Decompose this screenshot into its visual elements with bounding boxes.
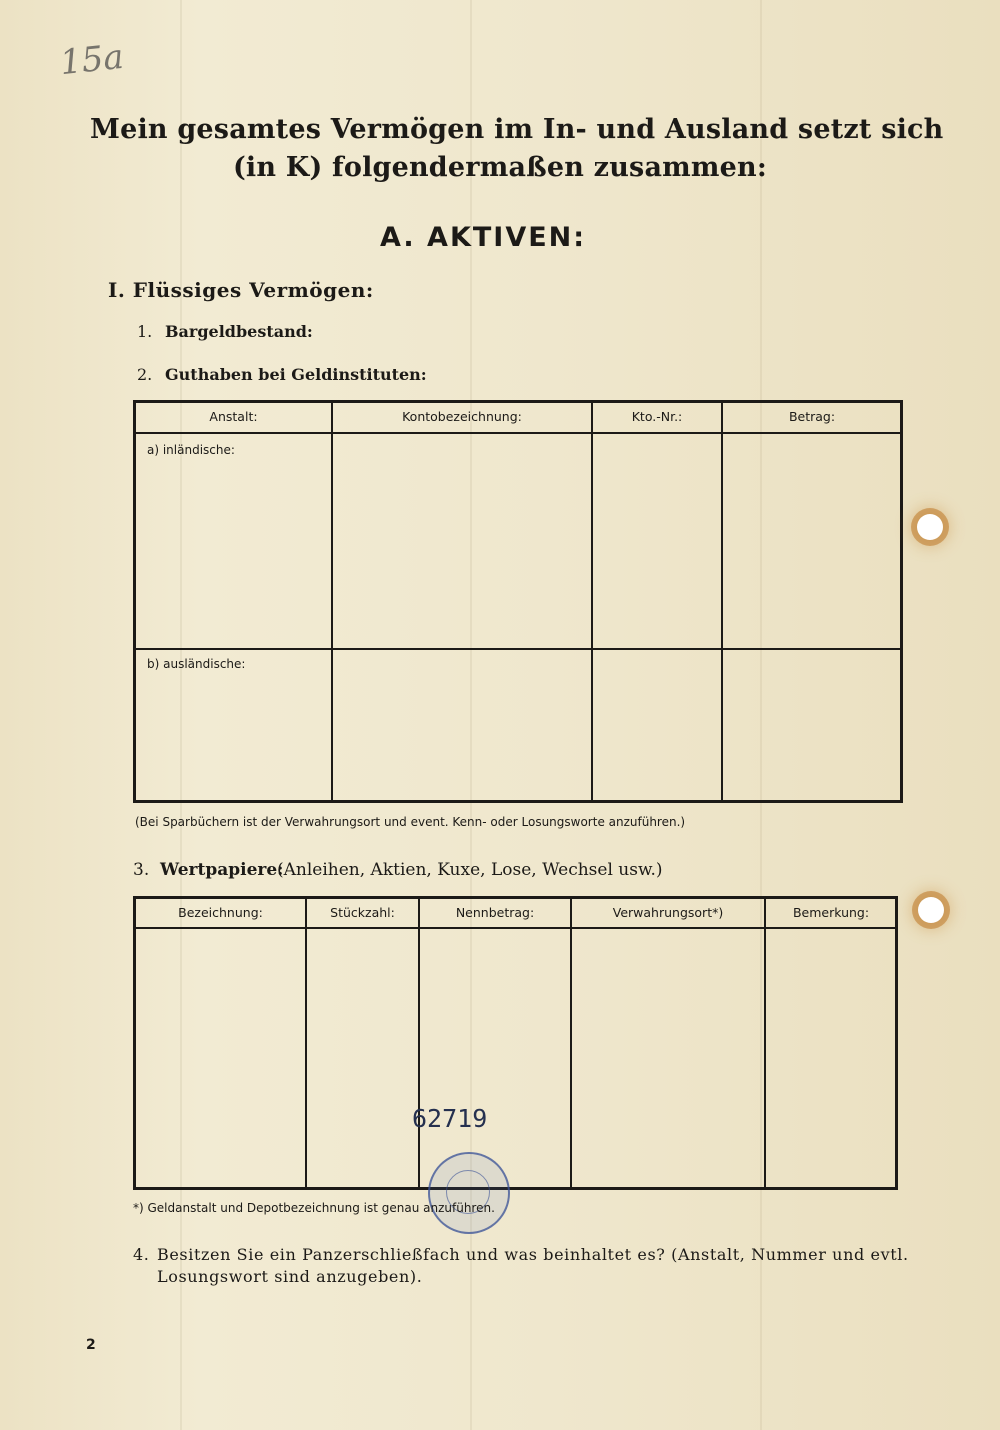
row-label-inlaendische: a) inländische: [147,443,235,457]
table-divider [331,402,333,801]
item-bargeldbestand: Bargeldbestand: [165,322,313,341]
item-number-2: 2. [137,365,153,384]
stamped-file-number: 62719 [412,1104,488,1133]
table-divider [764,898,766,1188]
column-header-bezeichnung: Bezeichnung: [178,905,263,920]
table-divider [721,402,723,801]
table-divider [570,898,572,1188]
table-divider [135,432,901,434]
page-number: 2 [86,1337,96,1353]
guthaben-table [133,400,903,803]
item-guthaben: Guthaben bei Geldinstituten: [165,365,427,384]
column-header-kontobezeichnung: Kontobezeichnung: [402,409,522,424]
item-number-1: 1. [137,322,153,341]
punch-hole [918,897,944,923]
question-4-line-1: Besitzen Sie ein Panzerschließfach und was beinhaltet es? (Anstalt, Nummer und evtl. [157,1245,909,1264]
footnote: *) Geldanstalt und Depotbezeichnung ist genau anzuführen. [133,1201,495,1215]
column-header-anstalt: Anstalt: [209,409,258,424]
table-divider [591,402,593,801]
wertpapiere-table [133,896,898,1190]
table-divider [418,898,420,1188]
section-heading-aktiven: A. AKTIVEN: [380,222,587,253]
column-header-stueckzahl: Stückzahl: [330,905,395,920]
page-title-line-2: (in K) folgendermaßen zusammen: [232,152,768,183]
pencil-annotation: 15a [58,36,126,84]
item-wertpapiere-detail: (Anleihen, Aktien, Kuxe, Lose, Wechsel usw.) [277,860,663,880]
column-header-verwahrungsort: Verwahrungsort*) [612,905,724,920]
table-divider [305,898,307,1188]
page-title-line-1: Mein gesamtes Vermögen im In- und Ausland setzt sich [90,114,944,145]
row-label-auslaendische: b) ausländische: [147,657,246,671]
question-4-line-2: Losungswort sind anzugeben). [157,1267,423,1286]
column-header-betrag: Betrag: [788,409,836,424]
section-heading-fluessiges-vermoegen: I. Flüssiges Vermögen: [108,278,374,302]
item-number-3: 3. [133,860,150,880]
table-divider [135,927,896,929]
item-wertpapiere: Wertpapiere: [160,860,284,880]
column-header-nennbetrag: Nennbetrag: [455,905,535,920]
table-divider [135,648,901,650]
punch-hole [917,514,943,540]
column-header-kto-nr: Kto.-Nr.: [631,409,683,424]
sparbuch-note: (Bei Sparbüchern ist der Verwahrungsort und event. Kenn- oder Losungsworte anzuführen.) [135,815,686,829]
column-header-bemerkung: Bemerkung: [792,905,870,920]
item-number-4: 4. [133,1245,150,1264]
